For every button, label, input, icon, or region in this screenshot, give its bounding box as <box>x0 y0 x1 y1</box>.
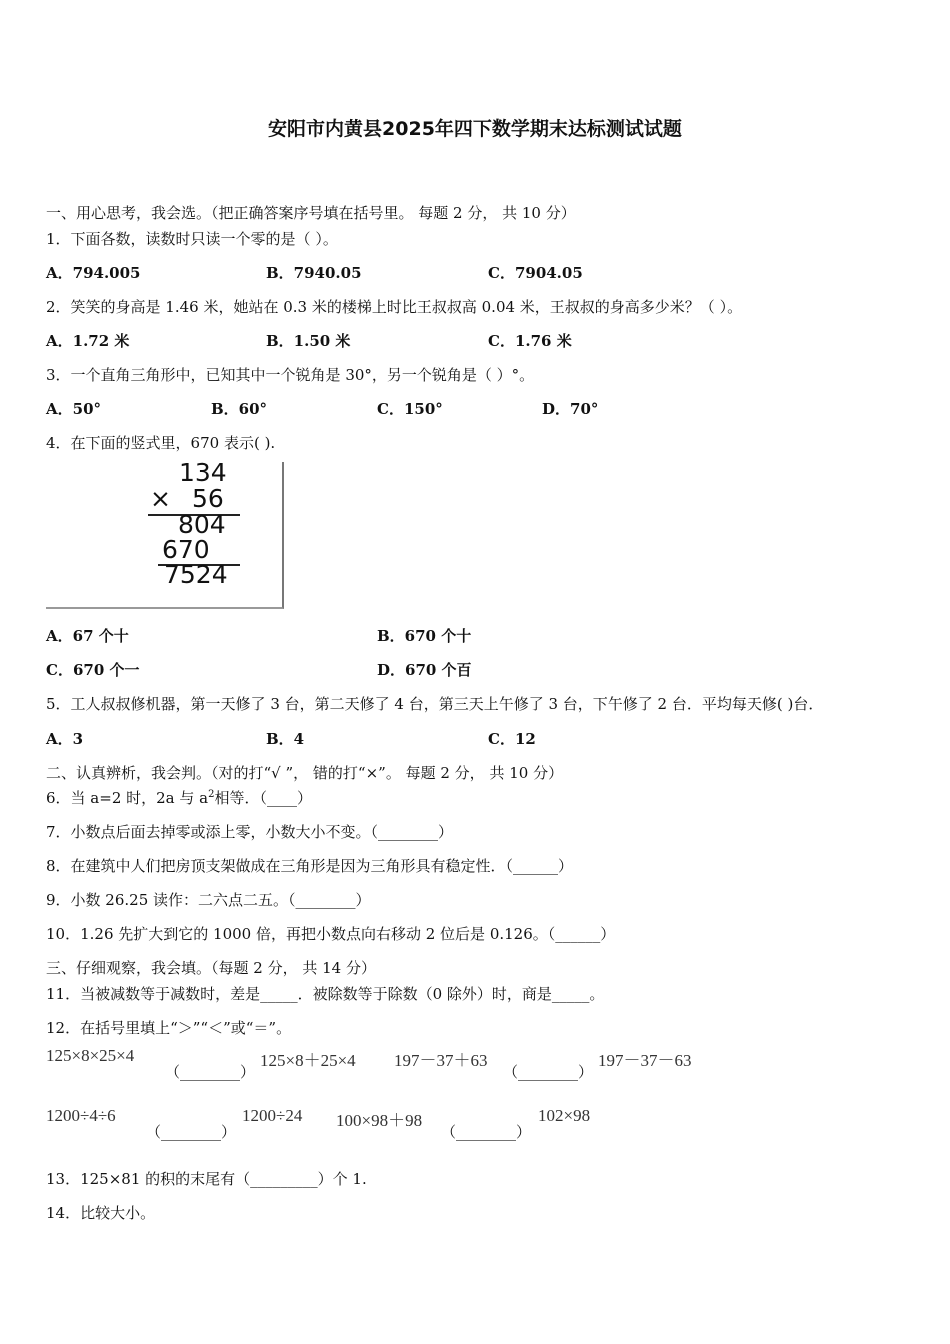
q12-blank-1: （________） <box>165 1063 256 1081</box>
q4-option-a: A．67 个十 <box>46 627 129 645</box>
q12-expr-2-left: 197－37＋63 <box>394 1051 488 1070</box>
q1-option-a: A．794.005 <box>46 264 141 282</box>
section-heading-1: 一、用心思考，我会选。（把正确答案序号填在括号里。 每题 2 分， 共 10 分） <box>46 204 576 222</box>
q12-expr-1-left: 125×8×25×4 <box>46 1046 135 1065</box>
section-heading-2: 二、认真辨析，我会判。（对的打“√ ”， 错的打“×”。 每题 2 分， 共 10 分） <box>46 764 564 782</box>
q12-expr-4-left: 100×98＋98 <box>336 1111 423 1130</box>
q12-expr-1-right: 125×8＋25×4 <box>260 1051 356 1070</box>
question-12: 12．在括号里填上“＞”“＜”或“＝”。 <box>46 1019 292 1037</box>
question-13: 13．125×81 的积的末尾有（_________）个 1. <box>46 1170 367 1188</box>
q1-option-c: C．7904.05 <box>488 264 583 282</box>
q6-text-post: 相等．（____） <box>214 789 312 807</box>
question-5: 5．工人叔叔修机器，第一天修了 3 台，第二天修了 4 台，第三天上午修了 3 台，下午修了 2 台．平均每天修( )台． <box>46 695 824 713</box>
q12-expr-2-right: 197－37－63 <box>598 1051 692 1070</box>
question-9: 9．小数 26.25 读作：二六点二五。（________） <box>46 891 371 909</box>
question-8: 8．在建筑中人们把房顶支架做成在三角形是因为三角形具有稳定性．（______） <box>46 857 574 875</box>
final-product: 7524 <box>164 560 228 589</box>
q12-blank-4: （________） <box>441 1123 532 1141</box>
page-title: 安阳市内黄县2025年四下数学期末达标测试试题 <box>268 118 682 140</box>
question-2: 2．笑笑的身高是 1.46 米，她站在 0.3 米的楼梯上时比王叔叔高 0.04 米，王叔叔的身高多少米？（ ）。 <box>46 298 743 316</box>
q4-option-d: D．670 个百 <box>377 661 472 679</box>
q3-option-b: B．60° <box>211 400 268 418</box>
multiply-sign: × <box>150 484 171 513</box>
partial-product-1: 804 <box>178 510 226 539</box>
question-14: 14．比较大小。 <box>46 1204 156 1222</box>
q2-option-b: B．1.50 米 <box>266 332 351 350</box>
q12-expr-3-right: 1200÷24 <box>242 1106 303 1125</box>
q3-option-a: A．50° <box>46 400 102 418</box>
multiplicand: 134 <box>179 458 227 487</box>
question-4: 4．在下面的竖式里，670 表示( ). <box>46 434 276 452</box>
q1-option-b: B．7940.05 <box>266 264 362 282</box>
q12-blank-3: （________） <box>146 1123 237 1141</box>
q6-text-pre: 6．当 a=2 时，2a 与 a <box>46 789 209 807</box>
q3-option-d: D．70° <box>542 400 599 418</box>
question-11: 11．当被减数等于减数时，差是_____．被除数等于除数（0 除外）时，商是_____。 <box>46 985 605 1003</box>
q4-option-c: C．670 个一 <box>46 661 140 679</box>
question-3: 3．一个直角三角形中，已知其中一个锐角是 30°，另一个锐角是（ ）°。 <box>46 366 535 384</box>
q5-option-a: A．3 <box>46 730 84 748</box>
section-heading-3: 三、仔细观察，我会填。（每题 2 分， 共 14 分） <box>46 959 376 977</box>
q6-superscript: 2 <box>208 789 215 800</box>
q2-option-a: A．1.72 米 <box>46 332 130 350</box>
q12-expr-4-right: 102×98 <box>538 1106 591 1125</box>
q3-option-c: C．150° <box>377 400 443 418</box>
q5-option-c: C．12 <box>488 730 536 748</box>
q5-option-b: B．4 <box>266 730 305 748</box>
q12-blank-2: （________） <box>503 1063 594 1081</box>
question-6 <box>46 787 312 808</box>
multiplier: 56 <box>192 484 224 513</box>
q4-option-b: B．670 个十 <box>377 627 472 645</box>
q12-expr-3-left: 1200÷4÷6 <box>46 1106 116 1125</box>
q2-option-c: C．1.76 米 <box>488 332 572 350</box>
question-1: 1．下面各数，读数时只读一个零的是（ ）。 <box>46 230 338 248</box>
question-10: 10．1.26 先扩大到它的 1000 倍，再把小数点向右移动 2 位后是 0.126。（______） <box>46 925 616 943</box>
vertical-multiplication-figure <box>46 458 284 609</box>
partial-product-2: 670 <box>162 535 210 564</box>
question-7: 7．小数点后面去掉零或添上零，小数大小不变。（________） <box>46 823 454 841</box>
